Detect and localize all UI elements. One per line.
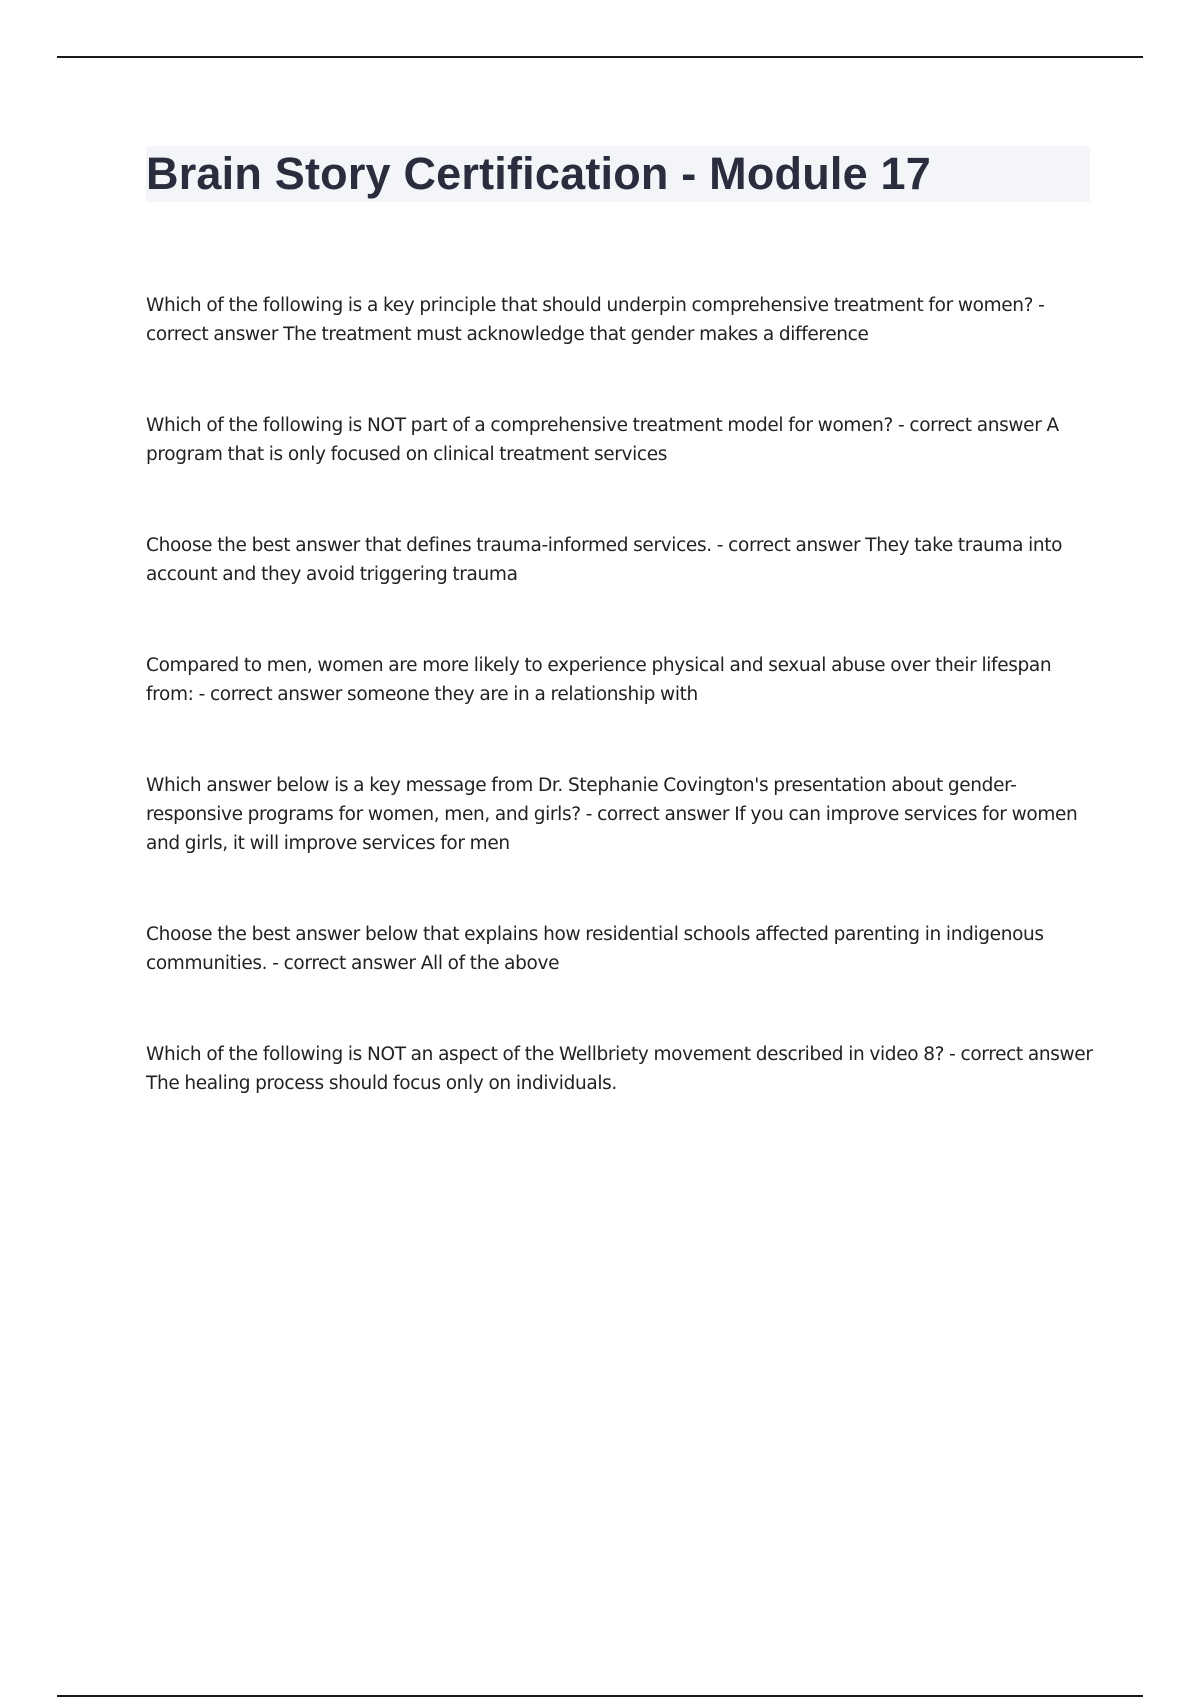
answer-text: A program that is only focused on clinical treatment services <box>146 415 1059 465</box>
qa-item <box>146 291 1096 349</box>
answer-label: correct answer <box>209 684 343 705</box>
answer-label: correct answer <box>728 535 861 556</box>
answer-label: correct answer <box>960 1044 1093 1065</box>
top-rule <box>57 56 1143 58</box>
question-answer-list <box>146 291 1096 1160</box>
qa-item <box>146 1040 1096 1098</box>
answer-text: The treatment must acknowledge that gender makes a difference <box>283 324 869 345</box>
answer-label: correct answer <box>283 953 416 974</box>
qa-item <box>146 771 1096 858</box>
question-text: Choose the best answer that defines trauma-informed services. - <box>146 535 724 556</box>
answer-text: They take trauma into account and they avoid triggering trauma <box>146 535 1063 585</box>
answer-text: The healing process should focus only on individuals. <box>146 1073 617 1094</box>
answer-label: correct answer <box>597 804 730 825</box>
qa-item <box>146 651 1096 709</box>
question-text: Which of the following is NOT an aspect of the Wellbriety movement described in video 8? - <box>146 1044 956 1065</box>
answer-text: someone they are in a relationship with <box>347 684 698 705</box>
answer-label: correct answer <box>909 415 1042 436</box>
answer-text: If you can improve services for women and girls, it will improve services for men <box>146 804 1078 854</box>
question-text: Compared to men, women are more likely to experience physical and sexual abuse over their lifespan from: - <box>146 655 1052 705</box>
document-title: Brain Story Certification - Module 17 <box>146 148 932 199</box>
question-text: Which answer below is a key message from Dr. Stephanie Covington's presentation about gender-responsive programs for women, men, and girls? - <box>146 775 1017 825</box>
qa-item <box>146 920 1096 978</box>
question-text: Choose the best answer below that explains how residential schools affected parenting in indigenous communities. - <box>146 924 1044 974</box>
qa-item <box>146 531 1096 589</box>
question-text: Which of the following is NOT part of a comprehensive treatment model for women? - <box>146 415 905 436</box>
answer-label: correct answer <box>146 324 279 345</box>
qa-item <box>146 411 1096 469</box>
bottom-rule <box>57 1695 1143 1697</box>
question-text: Which of the following is a key principle that should underpin comprehensive treatment for women? - <box>146 295 1045 316</box>
answer-text: All of the above <box>420 953 560 974</box>
